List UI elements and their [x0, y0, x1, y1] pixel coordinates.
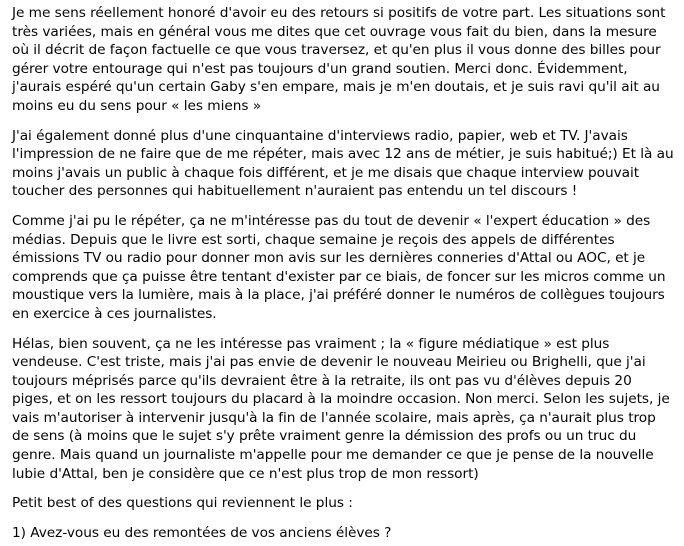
list-item-question-1: 1) Avez-vous eu des remontées de vos anciens élèves ?	[12, 524, 392, 541]
post-body	[12, 4, 676, 542]
paragraph-media-figure: Hélas, bien souvent, ça ne les intéresse pas vraiment ; la « figure médiatique » est plus vendeuse. C'est triste, mais j'ai pas envie de devenir le nouveau Meirieu ou Brighelli, que j'ai toujours méprisés parce qu'ils devraient être à la retraite, ils ont pas vu d'élèves depuis 20 piges, et on les ressort toujours du placard à la moindre occasion. Non merci. Selon les sujets, je vais m'autoriser à intervenir jusqu'à la fin de l'année scolaire, mais après, ça n'aurait plus trop de sens (à moins que le sujet s'y prête vraiment genre la démission des profs ou un truc du genre. Mais quand un journaliste m'appelle pour me demander ce que je pense de la nouvelle lubie d'Attal, ben je considère que ce n'est plus trop de mon ressort)	[12, 335, 670, 482]
paragraph-media-expert: Comme j'ai pu le répéter, ça ne m'intéresse pas du tout de devenir « l'expert éducation » des médias. Depuis que le livre est sorti, chaque semaine je reçois des appels de différentes émissions TV ou radio pour donner mon avis sur les dernières conneries d'Attal ou AOC, et je comprends que ça puisse être tentant d'exister par ce biais, de foncer sur les micros comme un moustique vers la lumière, mais à la place, j'ai préféré donner le numéros de collègues toujours en exercice à ces journalistes.	[12, 212, 666, 322]
paragraph-best-of-intro: Petit best of des questions qui reviennent le plus :	[12, 495, 353, 512]
paragraph-feedback: Je me sens réellement honoré d'avoir eu des retours si positifs de votre part. Les situations sont très variées, mais en général vous me dites que cet ouvrage vous fait du bien, dans la mesure où il décrit de façon factuelle ce que vous traversez, et qu'en plus il vous donne des billes pour gérer votre entourage qui n'est pas toujours d'un grand soutien. Merci donc. Évidemment, j'aurais espéré qu'un certain Gaby s'en empare, mais je m'en doutais, et je suis ravi qu'il ait au moins eu du sens pour « les miens »	[12, 5, 666, 114]
paragraph-interviews: J'ai également donné plus d'une cinquantaine d'interviews radio, papier, web et TV. J'avais l'impression de ne faire que de me répéter, mais avec 12 ans de métier, je suis habitué;) Et là au moins j'avais un public à chaque fois différent, et je me disais que chaque interview pouvait toucher des personnes qui habituellement n'auraient pas entendu un tel discours !	[12, 127, 674, 200]
